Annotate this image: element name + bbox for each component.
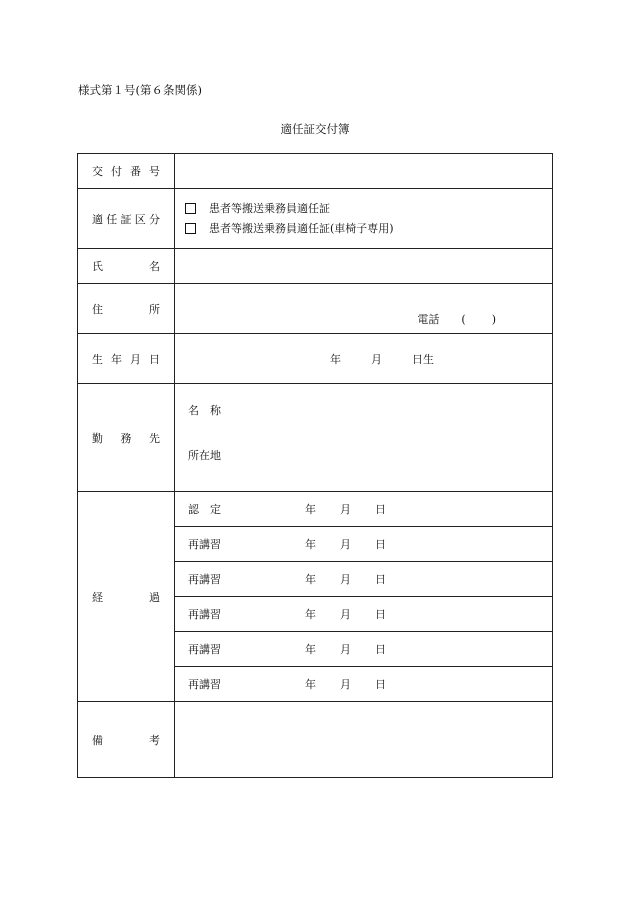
row-workplace [78, 384, 553, 492]
form-number: 様式第１号(第６条関係) [78, 83, 202, 97]
row-name [78, 249, 553, 284]
history-row [78, 492, 553, 527]
row-number [78, 154, 553, 189]
cert-type-field [175, 189, 553, 249]
label-birthdate: 生 年 月 日 [78, 334, 175, 384]
row-address [78, 284, 553, 334]
phone-field: 電話 ( ) [417, 312, 496, 326]
history-entry[interactable]: 認 定 年 月 日 [175, 492, 553, 527]
birthdate-field[interactable]: 年 月 日生 [175, 334, 553, 384]
phone-label: 電話 [417, 313, 440, 326]
history-entry[interactable]: 再講習 年 月 日 [175, 667, 553, 702]
label-notes: 備 考 [78, 702, 175, 778]
history-entry[interactable]: 再講習 年 月 日 [175, 562, 553, 597]
row-notes [78, 702, 553, 778]
history-entry[interactable]: 再講習 年 月 日 [175, 527, 553, 562]
checkbox-icon[interactable] [185, 223, 196, 234]
workplace-name-label: 名 称 [188, 404, 221, 417]
history-entry[interactable]: 再講習 年 月 日 [175, 632, 553, 667]
label-name: 氏 名 [78, 249, 175, 284]
checkbox-icon[interactable] [185, 203, 196, 214]
notes-field[interactable] [175, 702, 553, 778]
label-address: 住 所 [78, 284, 175, 334]
label-cert-type: 適 任 証 区 分 [78, 189, 175, 249]
label-number: 交 付 番 号 [78, 154, 175, 189]
history-entry[interactable]: 再講習 年 月 日 [175, 597, 553, 632]
workplace-field[interactable] [175, 384, 553, 492]
label-workplace: 勤 務 先 [78, 384, 175, 492]
document-title: 適任証交付簿 [280, 122, 350, 136]
name-field[interactable] [175, 249, 553, 284]
number-field[interactable] [175, 154, 553, 189]
register-table [77, 153, 553, 778]
cert-option-wheelchair[interactable]: 患者等搬送乗務員適任証(車椅子専用) [175, 219, 552, 239]
cert-option-standard[interactable]: 患者等搬送乗務員適任証 [175, 199, 552, 219]
label-history: 経 過 [78, 492, 175, 702]
row-cert-type [78, 189, 553, 249]
address-field[interactable] [175, 284, 553, 334]
workplace-location-label: 所在地 [188, 449, 221, 462]
row-birthdate [78, 334, 553, 384]
